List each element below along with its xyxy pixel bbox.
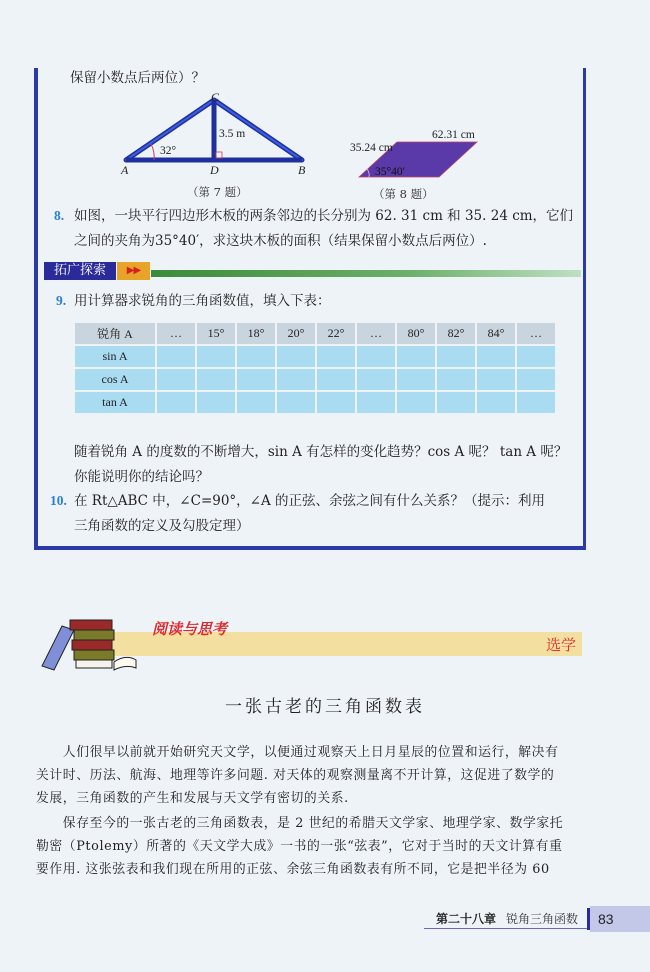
header-cell: 18° (237, 323, 275, 344)
chapter-number: 第二十八章 (436, 912, 497, 926)
empty-cell (277, 369, 315, 390)
fig7-label-b: B (298, 163, 306, 177)
q9-follow-line1: 随着锐角 A 的度数的不断增大，sin A 有怎样的变化趋势？cos A 呢？ tan A 呢？ (74, 444, 568, 460)
q9-number: 9. (56, 293, 67, 308)
books-icon (34, 612, 144, 672)
page-number: 83 (590, 906, 650, 932)
table-row (75, 346, 555, 367)
empty-cell (357, 369, 395, 390)
empty-cell (317, 369, 355, 390)
empty-cell (477, 392, 515, 413)
q10-line2: 三角函数的定义及勾股定理） (74, 518, 250, 534)
empty-cell (357, 392, 395, 413)
article-line: 要作用. 这张弦表和我们现在所用的正弦、余弦三角函数表有所不同，它是把半径为 60 (36, 862, 550, 877)
q10-number: 10. (50, 493, 67, 508)
trig-values-table (73, 321, 557, 415)
empty-cell (157, 369, 195, 390)
q8-line2: 之间的夹角为35°40′，求这块木板的面积（结果保留小数点后两位）. (74, 233, 487, 249)
fig8-angle: 35°40′ (375, 166, 406, 178)
empty-cell (277, 346, 315, 367)
q10-line1: 在 Rt△ABC 中，∠C=90°，∠A 的正弦、余弦之间有什么关系？（提示：利用 (74, 493, 546, 509)
header-cell: 15° (197, 323, 235, 344)
article-line: 勒密（Ptolemy）所著的《天文学大成》一书的一张“弦表”，它对于当时的天文计算有重 (36, 839, 563, 854)
article-line: 关计时、历法、航海、地理等许多问题. 对天体的观察测量离不开计算，这促进了数学的 (36, 768, 555, 783)
header-cell: 20° (277, 323, 315, 344)
fig7-angle-label: 32° (160, 145, 177, 157)
empty-cell (437, 392, 475, 413)
empty-cell (317, 346, 355, 367)
empty-cell (157, 346, 195, 367)
fig7-height-label: 3.5 m (219, 128, 246, 140)
empty-cell (197, 346, 235, 367)
empty-cell (237, 346, 275, 367)
table-header-row (75, 323, 555, 344)
header-cell: 锐角 A (75, 323, 155, 344)
header-cell: … (517, 323, 555, 344)
chapter-title: 锐角三角函数 (506, 912, 579, 926)
empty-cell (397, 346, 435, 367)
empty-cell (397, 392, 435, 413)
row-label: sin A (75, 346, 155, 367)
explore-gradient-bar (151, 270, 581, 277)
fig7-label-a: A (121, 163, 129, 177)
article-line: 发展，三角函数的产生和发展与天文学有密切的关系. (36, 791, 349, 806)
empty-cell (437, 369, 475, 390)
empty-cell (357, 346, 395, 367)
header-cell: 22° (317, 323, 355, 344)
empty-cell (517, 392, 555, 413)
header-cell: … (157, 323, 195, 344)
empty-cell (517, 346, 555, 367)
fig8-caption: （第 8 题） (373, 187, 434, 201)
empty-cell (517, 369, 555, 390)
fig7-label-d: D (210, 163, 219, 177)
empty-cell (477, 369, 515, 390)
fig7-caption: （第 7 题） (187, 185, 248, 199)
article-title: 一张古老的三角函数表 (225, 697, 425, 717)
row-label: cos A (75, 369, 155, 390)
q9-text: 用计算器求锐角的三角函数值，填入下表： (74, 293, 331, 309)
empty-cell (437, 346, 475, 367)
reading-section-title: 阅读与思考 (152, 620, 228, 638)
empty-cell (197, 369, 235, 390)
double-arrow-icon: ▶▶ (117, 262, 150, 280)
q8-number: 8. (54, 208, 65, 223)
fig7-label-c: C (211, 90, 220, 104)
empty-cell (237, 392, 275, 413)
empty-cell (197, 392, 235, 413)
empty-cell (397, 369, 435, 390)
optional-tag: 选学 (546, 636, 577, 654)
table-row (75, 392, 555, 413)
fig8-short-side: 35.24 cm (350, 142, 393, 154)
empty-cell (157, 392, 195, 413)
header-cell: 80° (397, 323, 435, 344)
explore-label: 拓广探索 (44, 262, 116, 280)
q7-tail-text: 保留小数点后两位）？ (70, 70, 205, 86)
empty-cell (477, 346, 515, 367)
article-line: 保存至今的一张古老的三角函数表，是 2 世纪的希腊天文学家、地理学家、数学家托 (36, 816, 564, 831)
footer-chapter (436, 910, 578, 927)
header-cell: 84° (477, 323, 515, 344)
header-cell: … (357, 323, 395, 344)
empty-cell (237, 369, 275, 390)
table-row (75, 369, 555, 390)
row-label: tan A (75, 392, 155, 413)
article-line: 人们很早以前就开始研究天文学，以便通过观察天上日月星辰的位置和运行，解决有 (36, 745, 559, 760)
empty-cell (277, 392, 315, 413)
header-cell: 82° (437, 323, 475, 344)
fig8-long-side: 62.31 cm (432, 129, 475, 141)
empty-cell (317, 392, 355, 413)
q8-line1: 如图，一块平行四边形木板的两条邻边的长分别为 62. 31 cm 和 35. 24 cm，它们 (74, 208, 574, 224)
footer-rule (424, 928, 588, 929)
q9-follow-line2: 你能说明你的结论吗？ (74, 469, 209, 485)
